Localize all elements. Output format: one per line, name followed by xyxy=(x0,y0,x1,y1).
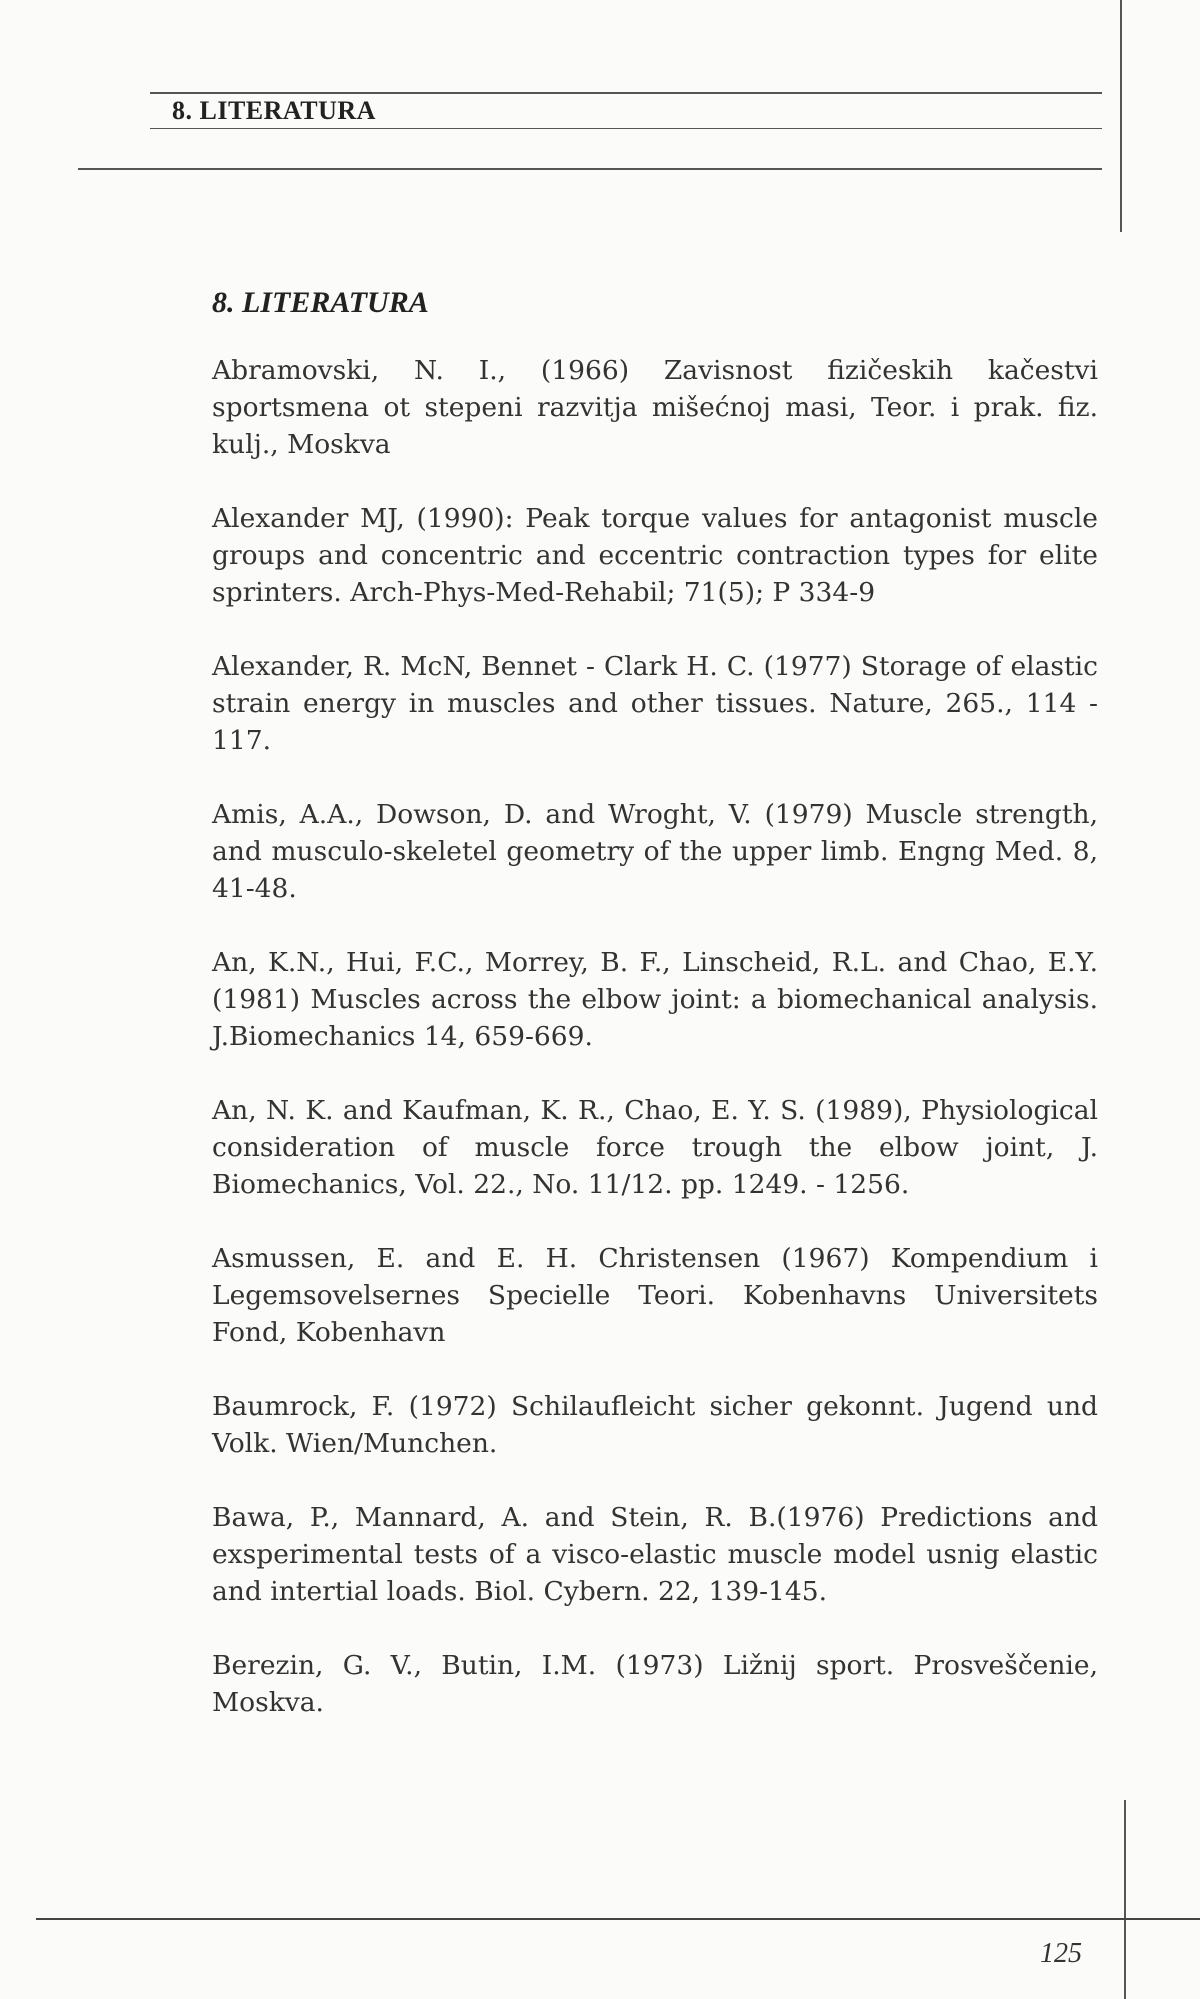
running-header: 8. LITERATURA xyxy=(172,96,376,125)
header-rule-bottom xyxy=(78,168,1102,170)
reference-entry: Alexander, R. McN, Bennet - Clark H. C. (1977) Storage of elastic strain energy in muscles and other tissues. Nature, 265., 114 - 117. xyxy=(212,651,1098,756)
page-number: 125 xyxy=(1040,1938,1082,1969)
header-rule-middle xyxy=(150,128,1102,129)
header-rule-top xyxy=(150,92,1102,94)
section-title: 8. LITERATURA xyxy=(212,286,429,319)
reference-entry: Amis, A.A., Dowson, D. and Wroght, V. (1979) Muscle strength, and musculo-skeletel geometry of the upper limb. Engng Med. 8, 41-48. xyxy=(212,799,1098,904)
reference-entry: Berezin, G. V., Butin, I.M. (1973) Ližnij sport. Prosveščenie, Moskva. xyxy=(212,1650,1098,1718)
reference-entry: Baumrock, F. (1972) Schilaufleicht sicher gekonnt. Jugend und Volk. Wien/Munchen. xyxy=(212,1391,1098,1459)
margin-rule-bottom xyxy=(1124,1800,1126,1999)
reference-entry: Bawa, P., Mannard, A. and Stein, R. B.(1976) Predictions and exsperimental tests of a visco-elastic muscle model usnig elastic and intertial loads. Biol. Cybern. 22, 139-145. xyxy=(212,1502,1098,1607)
reference-entry: An, K.N., Hui, F.C., Morrey, B. F., Linscheid, R.L. and Chao, E.Y. (1981) Muscles across the elbow joint: a biomechanical analysis. J.Biomechanics 14, 659-669. xyxy=(212,947,1098,1052)
reference-entry: Alexander MJ, (1990): Peak torque values for antagonist muscle groups and concentric and eccentric contraction types for elite sprinters. Arch-Phys-Med-Rehabil; 71(5); P 334-9 xyxy=(212,503,1098,608)
reference-list xyxy=(212,352,1098,1758)
footer-rule xyxy=(36,1918,1200,1920)
reference-entry: Abramovski, N. I., (1966) Zavisnost fizičeskih kačestvi sportsmena ot stepeni razvitja mišećnoj masi, Teor. i prak. fiz. kulj., Moskva xyxy=(212,355,1098,460)
reference-entry: Asmussen, E. and E. H. Christensen (1967) Kompendium i Legemsovelsernes Specielle Teori. Kobenhavns Universitets Fond, Kobenhavn xyxy=(212,1243,1098,1348)
reference-entry: An, N. K. and Kaufman, K. R., Chao, E. Y. S. (1989), Physiological consideration of muscle force trough the elbow joint, J. Biomechanics, Vol. 22., No. 11/12. pp. 1249. - 1256. xyxy=(212,1095,1098,1200)
margin-rule-top xyxy=(1120,0,1122,232)
